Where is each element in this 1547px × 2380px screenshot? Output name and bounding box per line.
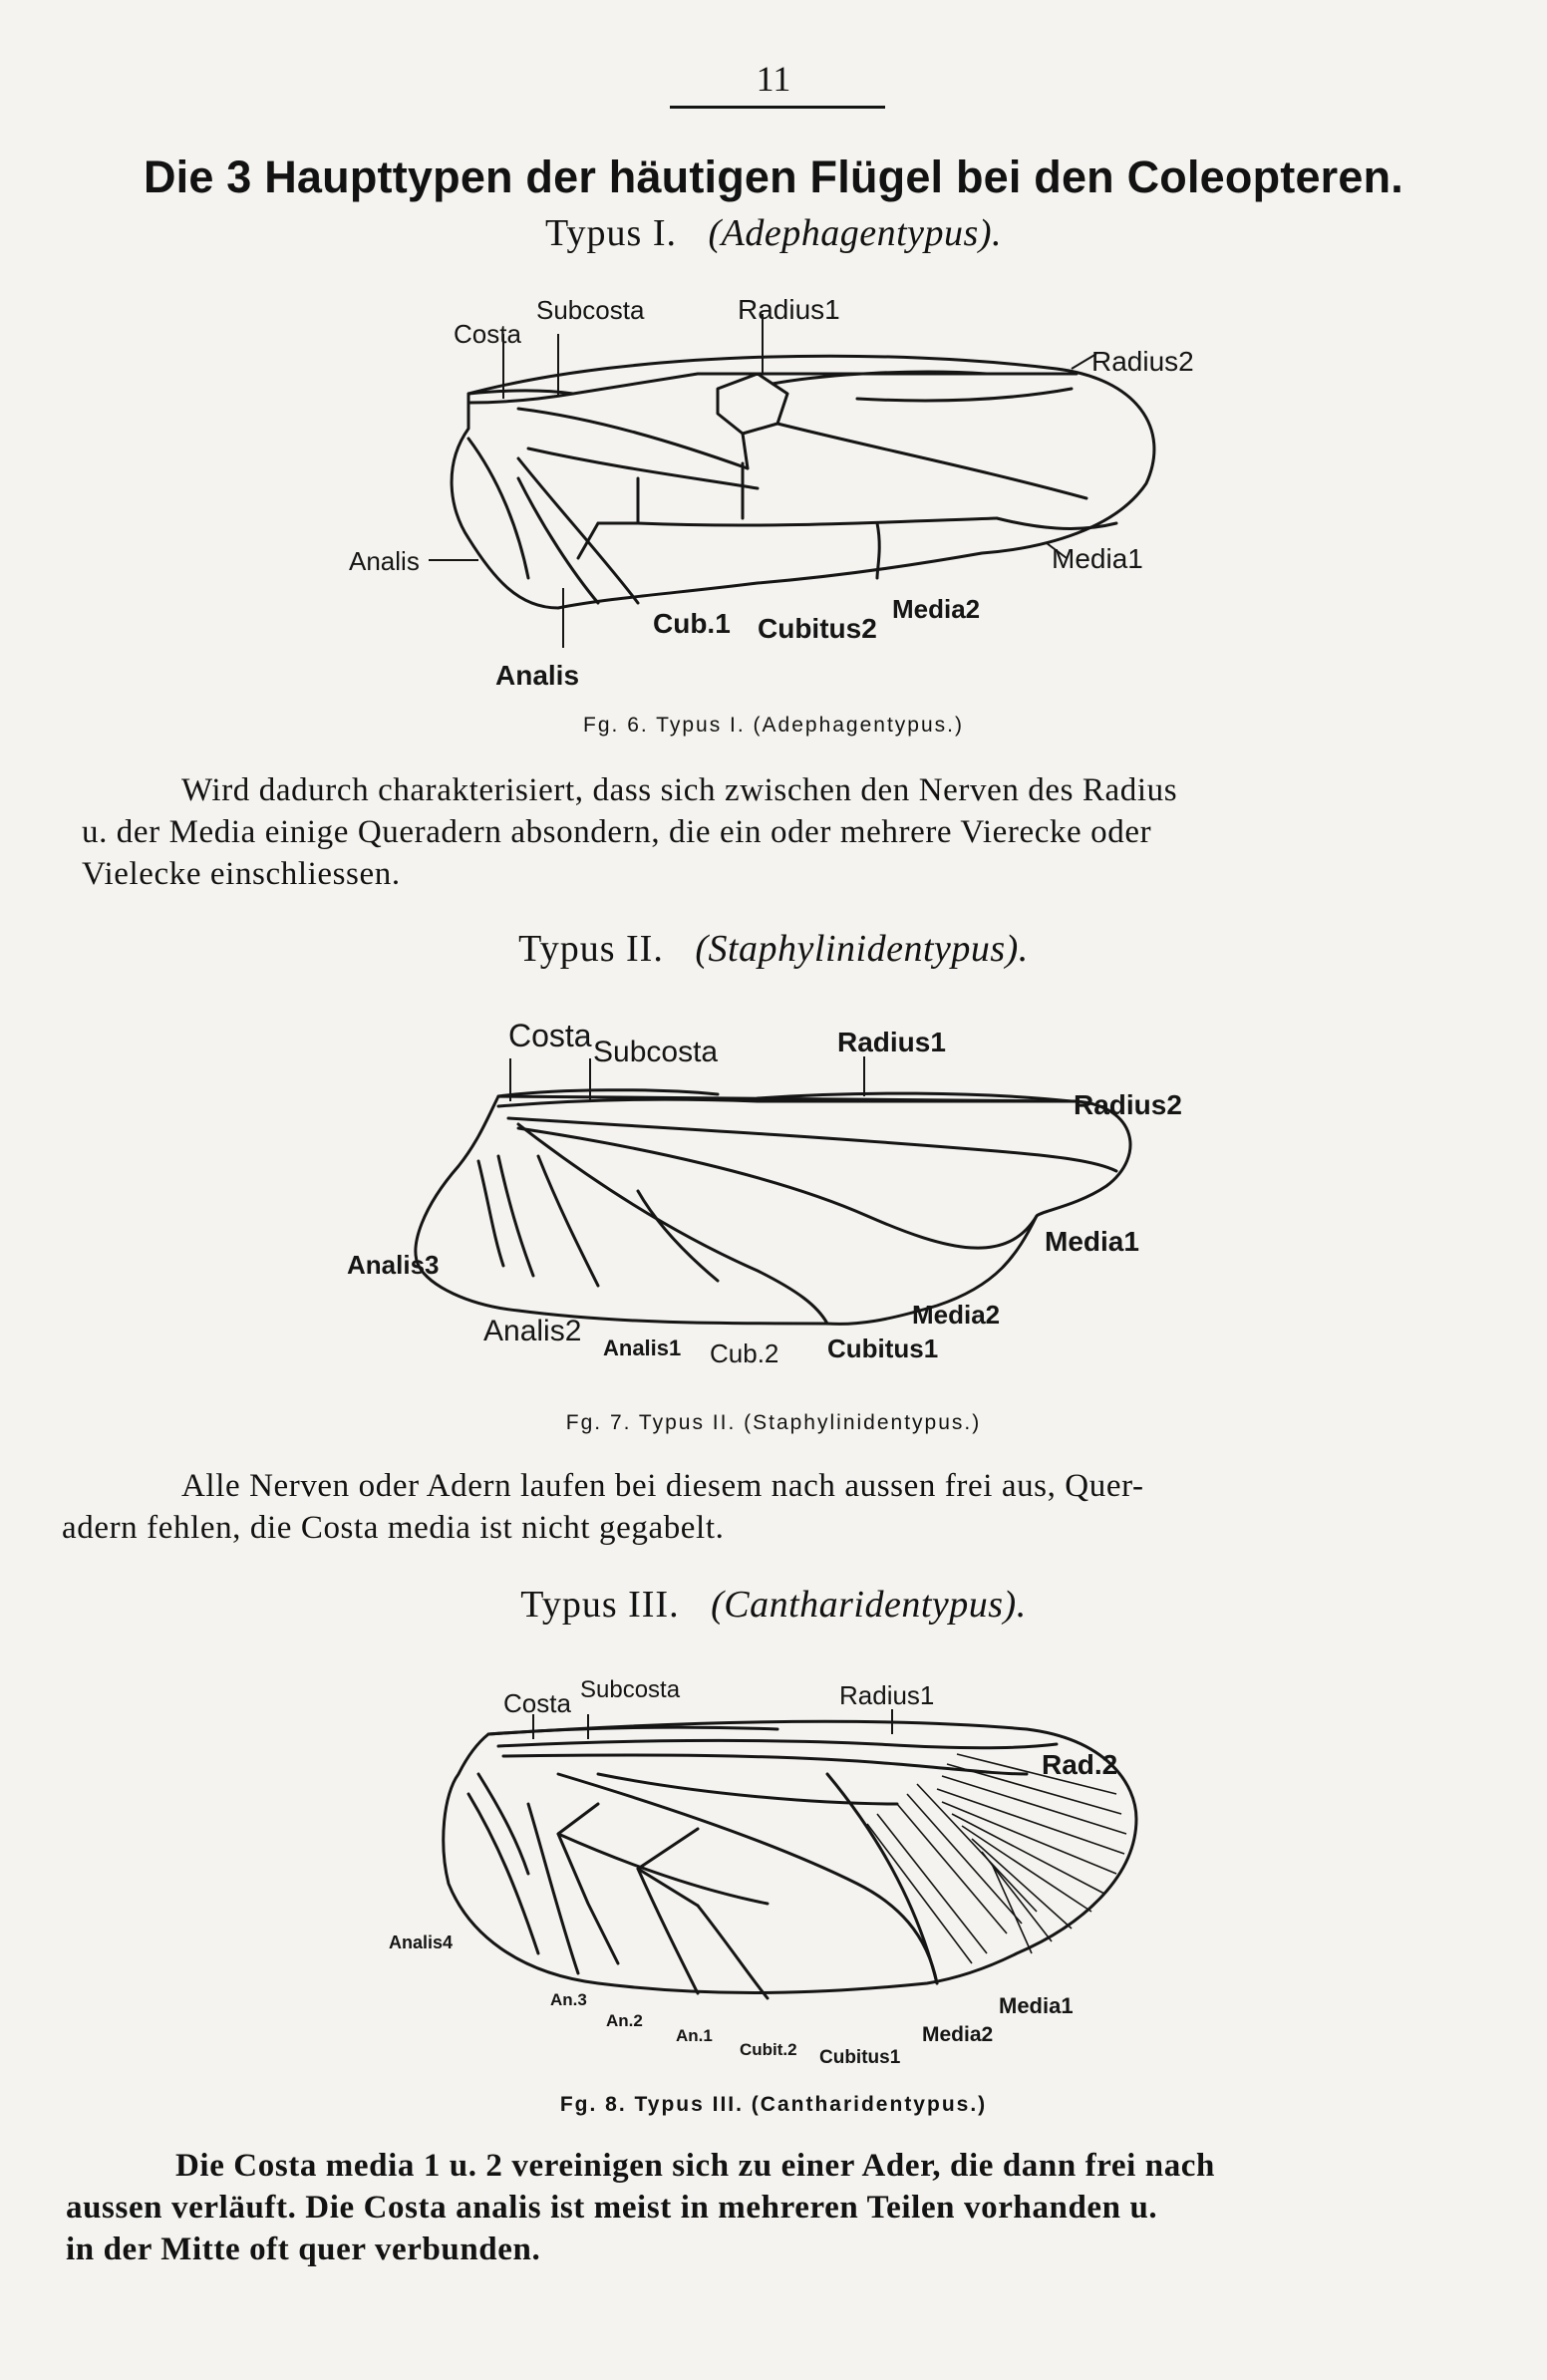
fig8-label-an1: An.1	[676, 2026, 713, 2045]
fig8-label-radius1: Radius1	[839, 1680, 935, 1710]
fig7-label-radius1: Radius1	[837, 1027, 946, 1057]
fig6-label-analis-left: Analis	[349, 546, 420, 576]
fig8-label-an2: An.2	[606, 2011, 643, 2030]
fig8-label-cubit2: Cubit.2	[740, 2040, 797, 2059]
fig6-label-radius2: Radius2	[1091, 346, 1194, 377]
figure-7-caption: Fg. 7. Typus II. (Staphylinidentypus.)	[565, 1411, 982, 1434]
fig7-label-radius2: Radius2	[1074, 1089, 1182, 1120]
typus-1-description	[82, 769, 1467, 895]
figure-6-wing	[0, 279, 1547, 698]
typus-2-heading	[0, 927, 1547, 971]
fig8-label-costa: Costa	[503, 1688, 571, 1718]
page-number: 11	[756, 59, 791, 99]
typus-3-description-line-3: in der Mitte oft quer verbunden.	[66, 2231, 541, 2267]
fig7-label-media1: Media1	[1045, 1226, 1139, 1257]
typus-1-description-line-3: Vielecke einschliessen.	[82, 856, 401, 892]
fig6-label-media2: Media2	[892, 594, 981, 624]
fig8-label-subcosta: Subcosta	[580, 1676, 681, 1703]
typus-3-label: Typus III.	[520, 1584, 680, 1626]
fig6-label-cub1: Cub.1	[653, 608, 731, 639]
typus-2-description	[62, 1465, 1457, 1549]
typus-3-description	[66, 2145, 1457, 2270]
typus-1-description-line-1: Wird dadurch charakterisiert, dass sich zwischen den Nerven des Radius	[181, 772, 1178, 808]
figure-8-wing	[0, 1654, 1547, 2093]
fig7-label-costa: Costa	[508, 1018, 592, 1053]
fig6-label-media1: Media1	[1052, 543, 1143, 574]
fig8-label-analis4: Analis4	[389, 1933, 454, 1952]
fig8-label-media1: Media1	[999, 1993, 1074, 2018]
figure-6-caption: Fg. 6. Typus I. (Adephagentypus.)	[583, 714, 964, 737]
typus-3-name: (Cantharidentypus).	[711, 1584, 1027, 1626]
fig7-label-analis1: Analis1	[603, 1336, 682, 1360]
typus-3-description-line-2: aussen verläuft. Die Costa analis ist meist in mehreren Teilen vorhanden u.	[66, 2190, 1158, 2226]
fig7-label-analis2: Analis2	[483, 1315, 582, 1347]
typus-3-heading	[0, 1583, 1547, 1627]
fig8-label-cubitus1: Cubitus1	[819, 2047, 901, 2068]
typus-2-description-line-2: adern fehlen, die Costa media ist nicht gegabelt.	[62, 1510, 725, 1546]
page-title: Die 3 Haupttypen der häutigen Flügel bei den Coleopteren.	[143, 151, 1404, 202]
figure-7-wing	[0, 1007, 1547, 1395]
typus-3-description-line-1: Die Costa media 1 u. 2 vereinigen sich zu einer Ader, die dann frei nach	[175, 2148, 1215, 2184]
typus-1-description-line-2: u. der Media einige Queradern absondern, die ein oder mehrere Vierecke oder	[82, 814, 1152, 850]
fig7-label-analis3: Analis3	[347, 1250, 440, 1280]
fig7-label-cubitus1: Cubitus1	[827, 1334, 939, 1363]
typus-1-label: Typus I.	[545, 212, 678, 254]
typus-2-description-line-1: Alle Nerven oder Adern laufen bei diesem nach aussen frei aus, Quer-	[181, 1468, 1144, 1504]
fig7-label-cub2: Cub.2	[710, 1339, 779, 1368]
fig6-label-costa: Costa	[454, 319, 521, 349]
fig7-label-media2: Media2	[912, 1300, 1001, 1330]
figure-8-caption: Fg. 8. Typus III. (Cantharidentypus.)	[559, 2093, 988, 2116]
typus-2-label: Typus II.	[518, 928, 664, 970]
fig6-label-cubitus2: Cubitus2	[758, 613, 877, 644]
fig8-label-media2: Media2	[922, 2023, 994, 2046]
fig6-label-analis-bottom: Analis	[495, 660, 580, 691]
fig7-label-subcosta: Subcosta	[593, 1036, 719, 1068]
page-number-rule	[670, 106, 885, 109]
typus-1-name: (Adephagentypus).	[708, 212, 1002, 254]
fig8-label-an3: An.3	[550, 1990, 587, 2009]
typus-2-name: (Staphylinidentypus).	[695, 928, 1029, 970]
fig6-label-subcosta: Subcosta	[536, 295, 645, 325]
fig6-label-radius1: Radius1	[738, 294, 840, 325]
fig8-label-rad2: Rad.2	[1042, 1749, 1118, 1780]
typus-1-heading	[0, 211, 1547, 255]
